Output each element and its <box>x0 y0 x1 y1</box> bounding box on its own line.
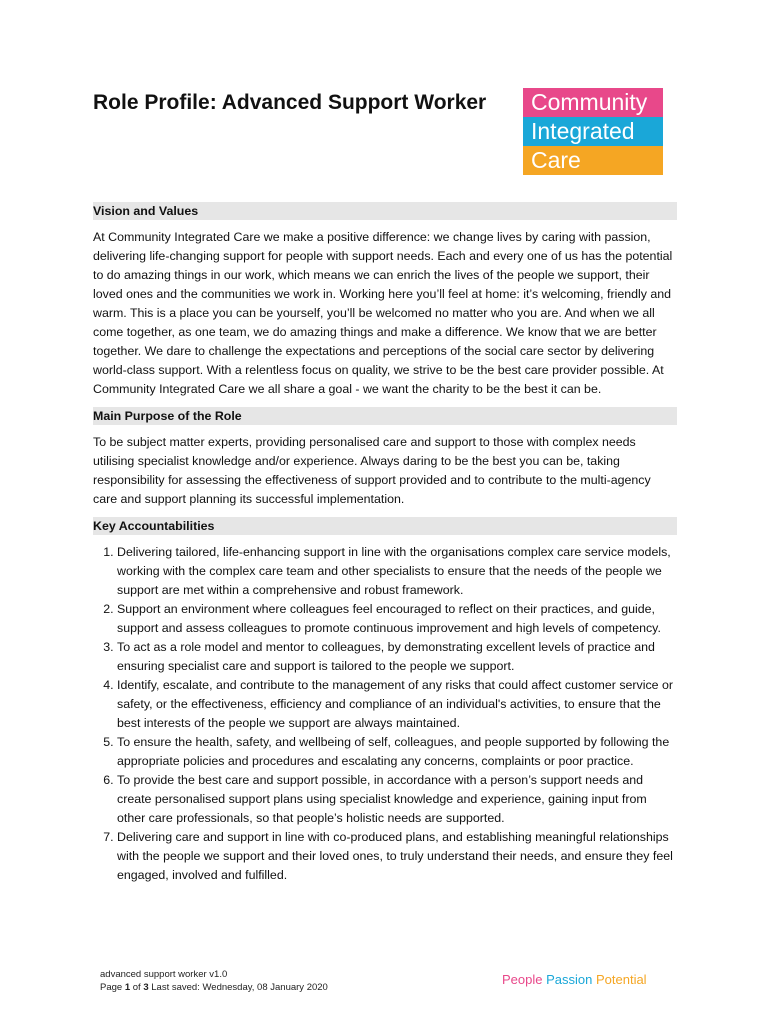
list-item: 1. Delivering tailored, life-enhancing support in line with the organisations complex care service models, working with the complex care team and other specialists to ensure that the needs of the people we support are met within a comprehensive and robust framework. <box>117 543 677 600</box>
purpose-heading: Main Purpose of the Role <box>93 407 677 425</box>
footer-page-of: of <box>130 982 144 993</box>
purpose-text: To be subject matter experts, providing personalised care and support to those with complex needs utilising specialist knowledge and/or experience. Always daring to be the best you can be, taking responsibility for assessing the effectiveness of support provided and to contribute to the multi-agency care and support planning its successful implementation. <box>93 435 651 506</box>
logo-line-care: Care <box>523 146 663 175</box>
footer-last-saved: Last saved: Wednesday, 08 January 2020 <box>148 982 328 993</box>
footer-doc-name: advanced support worker v1.0 <box>100 969 228 980</box>
list-item: 6. To provide the best care and support possible, in accordance with a person’s support needs and create personalised support plans using specialist knowledge and experience, gaining input from other care professionals, so that people’s holistic needs are supported. <box>117 771 677 828</box>
accountabilities-list <box>93 543 677 885</box>
tagline-word-people: People <box>502 972 543 987</box>
footer-page-prefix: Page <box>100 982 125 993</box>
list-item: 5. To ensure the health, safety, and wellbeing of self, colleagues, and people supported by following the appropriate policies and procedures and escalating any concerns, complaints or poor practice. <box>117 733 677 771</box>
list-item: 3. To act as a role model and mentor to colleagues, by demonstrating excellent levels of practice and ensuring specialist care and support is tailored to the people we support. <box>117 638 677 676</box>
footer-doc-info <box>100 968 328 994</box>
footer-page-current: 1 <box>124 982 131 993</box>
list-item: 4. Identify, escalate, and contribute to the management of any risks that could affect customer service or safety, or the effectiveness, efficiency and compliance of an individual's activities, to ensure that the best interests of the people we support are always maintained. <box>117 676 677 733</box>
logo-line-integrated: Integrated <box>523 117 663 146</box>
accountabilities-heading: Key Accountabilities <box>93 517 677 535</box>
page-title: Role Profile: Advanced Support Worker <box>93 91 487 114</box>
footer-page-total: 3 <box>143 982 149 993</box>
document-body <box>93 202 677 885</box>
list-item: 2. Support an environment where colleagues feel encouraged to reflect on their practices, and guide, support and assess colleagues to promote continuous improvement and high levels of competency. <box>117 600 677 638</box>
tagline-word-potential: Potential <box>595 972 647 987</box>
tagline-word-passion: Passion <box>546 972 593 987</box>
vision-heading: Vision and Values <box>93 202 677 220</box>
vision-text: At Community Integrated Care we make a positive difference: we change lives by caring with passion, delivering life-changing support for people with support needs. Each and every one of us has the potential to do amazing things in our work, which means we can enrich the lives of the people we support, their loved ones and the communities we work in. Working here you’ll feel at home: it’s welcoming, friendly and warm. This is a place you can be yourself, you’ll be welcomed no matter who you are. And when we all come together, as one team, we do amazing things and make a difference. We know that we are better together. We dare to challenge the expectations and perceptions of the social care sector by delivering world-class support. With a relentless focus on quality, we strive to be the best care provider possible. At Community Integrated Care we all share a goal - we want the charity to be the best it can be. <box>93 230 673 396</box>
list-item: 7. Delivering care and support in line with co-produced plans, and establishing meaningful relationships with the people we support and their loved ones, to truly understand their needs, and ensure they feel engaged, involved and fulfilled. <box>117 828 677 885</box>
footer-page-info <box>100 981 328 994</box>
logo-line-community: Community <box>523 88 663 117</box>
organisation-logo <box>523 88 663 175</box>
footer-tagline <box>502 972 647 987</box>
